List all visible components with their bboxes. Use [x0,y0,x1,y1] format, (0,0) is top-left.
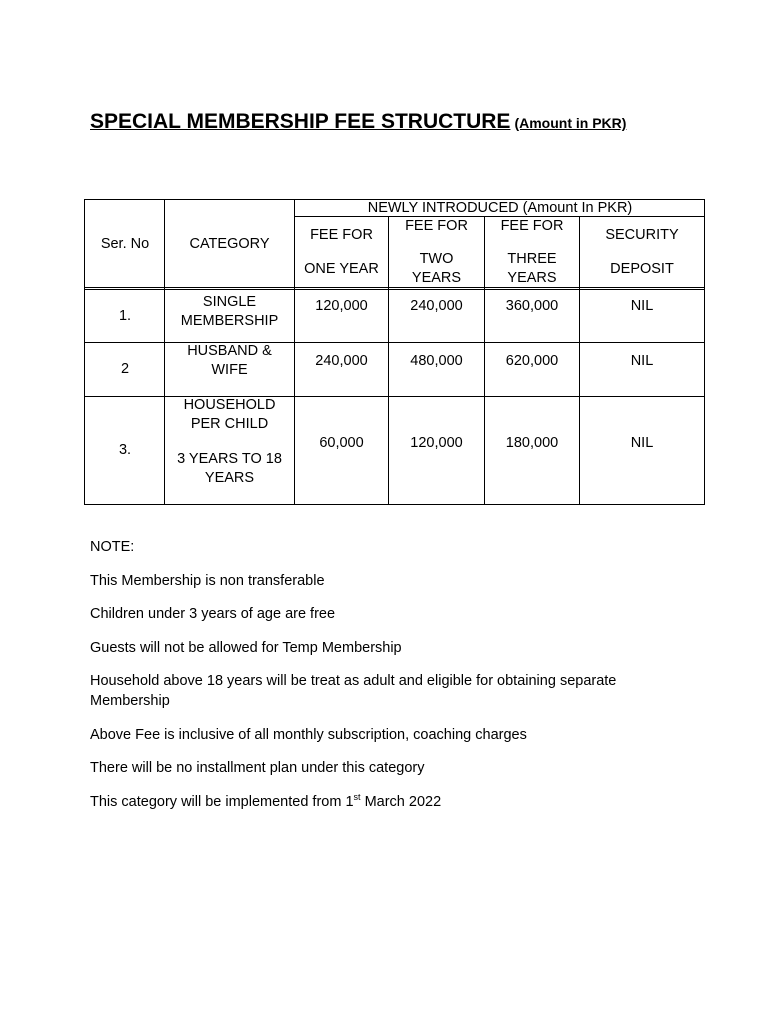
row-1-security-deposit: NIL [630,297,654,314]
row-3-security-deposit: NIL [630,434,654,451]
note-item: Household above 18 years will be treat as adult and eligible for obtaining separate Membership [90,673,617,709]
note-item: Children under 3 years of age are free [90,606,336,622]
row-3-category: HOUSEHOLD PER CHILD 3 YEARS TO 18 YEARS [177,397,282,486]
header-category: CATEGORY [189,235,270,252]
header-fee-three-years: FEE FOR THREE YEARS [500,218,564,286]
row-2-fee-one-year: 240,000 [315,352,368,369]
row-1-fee-one-year: 120,000 [315,297,368,314]
header-ser-no: Ser. No [100,235,150,252]
note-item: Above Fee is inclusive of all monthly subscription, coaching charges [90,726,527,743]
note-item-implementation-date: This category will be implemented from 1st March 2022 [90,791,442,810]
notes-section [90,537,690,825]
row-3-ser: 3. [118,442,132,458]
title-unit: (Amount in PKR) [514,115,627,131]
ordinal-suffix: st [353,791,361,802]
group-header-text: NEWLY INTRODUCED (Amount In PKR) [367,199,633,216]
row-3-fee-two-years: 120,000 [410,434,463,451]
group-header [295,199,705,217]
note-item: There will be no installment plan under this category [90,760,425,776]
row-1-fee-three-years: 360,000 [505,297,559,314]
row-1-fee-two-years: 240,000 [410,297,463,314]
header-security-deposit: SECURITY DEPOSIT [605,227,679,277]
row-2-category: HUSBAND & WIFE [187,343,272,378]
row-2-fee-two-years: 480,000 [410,352,463,369]
row-1-category: SINGLE MEMBERSHIP [180,294,279,329]
row-2-security-deposit: NIL [630,352,654,369]
header-fee-one-year: FEE FOR ONE YEAR [304,227,379,277]
title-main: SPECIAL MEMBERSHIP FEE STRUCTURE [90,110,511,133]
row-3-fee-one-year: 60,000 [319,434,364,451]
note-item: This Membership is non transferable [90,572,325,589]
row-1-ser: 1. [118,307,132,324]
header-fee-two-years: FEE FOR TWO YEARS [405,218,468,286]
notes-heading: NOTE: [90,539,135,555]
note-item: Guests will not be allowed for Temp Membership [90,639,402,656]
row-2-fee-three-years: 620,000 [505,352,559,369]
row-3-fee-three-years: 180,000 [505,434,559,451]
row-2-ser: 2 [120,361,130,377]
